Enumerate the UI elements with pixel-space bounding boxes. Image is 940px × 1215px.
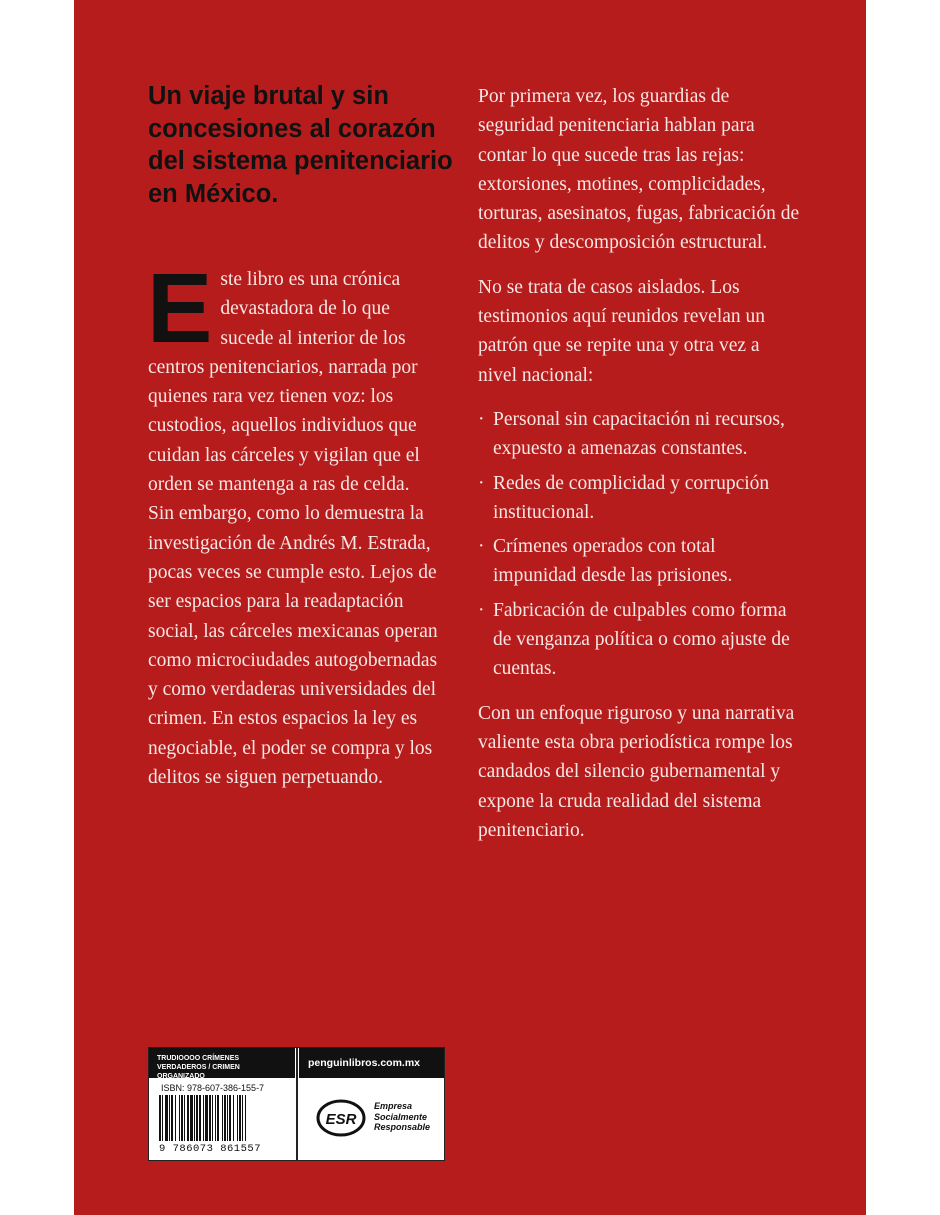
paragraph-3: Con un enfoque riguroso y una narrativa valiente esta obra periodística rompe los candados del silencio gubernamental y expone la cruda realidad del sistema penitenciario.: [478, 702, 795, 841]
website-label: penguinlibros.com.mx: [299, 1048, 444, 1078]
esr-line: Empresa: [374, 1101, 413, 1111]
bullet-item: · Redes de complicidad y corrupción institucional.: [478, 469, 803, 528]
paragraph-2: No se trata de casos aislados. Los testimonios aquí reunidos revelan un patrón que se repite una y otra vez a nivel nacional:: [478, 276, 766, 386]
bullet-item: · Crímenes operados con total impunidad desde las prisiones.: [478, 532, 803, 591]
barcode-image: [159, 1095, 287, 1141]
paragraph-1: Por primera vez, los guardias de seguridad penitenciaria hablan para contar lo que sucede tras las rejas: extorsiones, motines, complicidades, torturas, asesinatos, fugas, fabricación de delitos y descomposición estructural.: [478, 86, 800, 254]
intro-paragraph: ste libro es una crónica devastadora de lo que sucede al interior de los centros penitenciarios, narrada por quienes rara vez tienen voz: los custodios, aquellos individuos que cuidan las cárceles y vigilan que el orden se mantenga a ras de celda. Sin embargo, como lo demuestra la investigación de Andrés M. Estrada, pocas veces se cumple esto. Lejos de ser espacios para la readaptación social, las cárceles mexicanas operan como microciudades autogobernadas y como verdaderas universidades del crimen. En estos espacios la ley es negociable, el poder se compra y los delitos se siguen perpetuando.: [148, 269, 438, 789]
intro-column: [147, 253, 438, 792]
esr-line: Responsable: [374, 1122, 431, 1132]
right-column: [478, 82, 803, 860]
bullet-item: · Personal sin capacitación ni recursos, expuesto a amenazas constantes.: [478, 405, 803, 464]
esr-line: Socialmente: [374, 1111, 428, 1122]
esr-logo-icon: [315, 1098, 367, 1138]
drop-cap: E: [147, 253, 213, 363]
esr-label: [374, 1101, 444, 1133]
esr-logo-text: ESR: [325, 1111, 357, 1128]
bullet-item: · Fabricación de culpables como forma de venganza política o como ajuste de cuentas.: [478, 596, 803, 684]
barcode-box: [148, 1047, 445, 1161]
box-divider: [296, 1048, 298, 1160]
bullet-list: [478, 405, 803, 684]
isbn-text: ISBN: 978-607-386-155-7: [161, 1083, 265, 1093]
category-label: TRUDIOOOO CRÍMENES VERDADEROS / CRIMEN ORGANIZADO: [149, 1048, 295, 1078]
headline: Un viaje brutal y sin concesiones al corazón del sistema penitenciario en México.: [148, 82, 453, 208]
barcode-number: 9 786073 861557: [159, 1143, 262, 1155]
